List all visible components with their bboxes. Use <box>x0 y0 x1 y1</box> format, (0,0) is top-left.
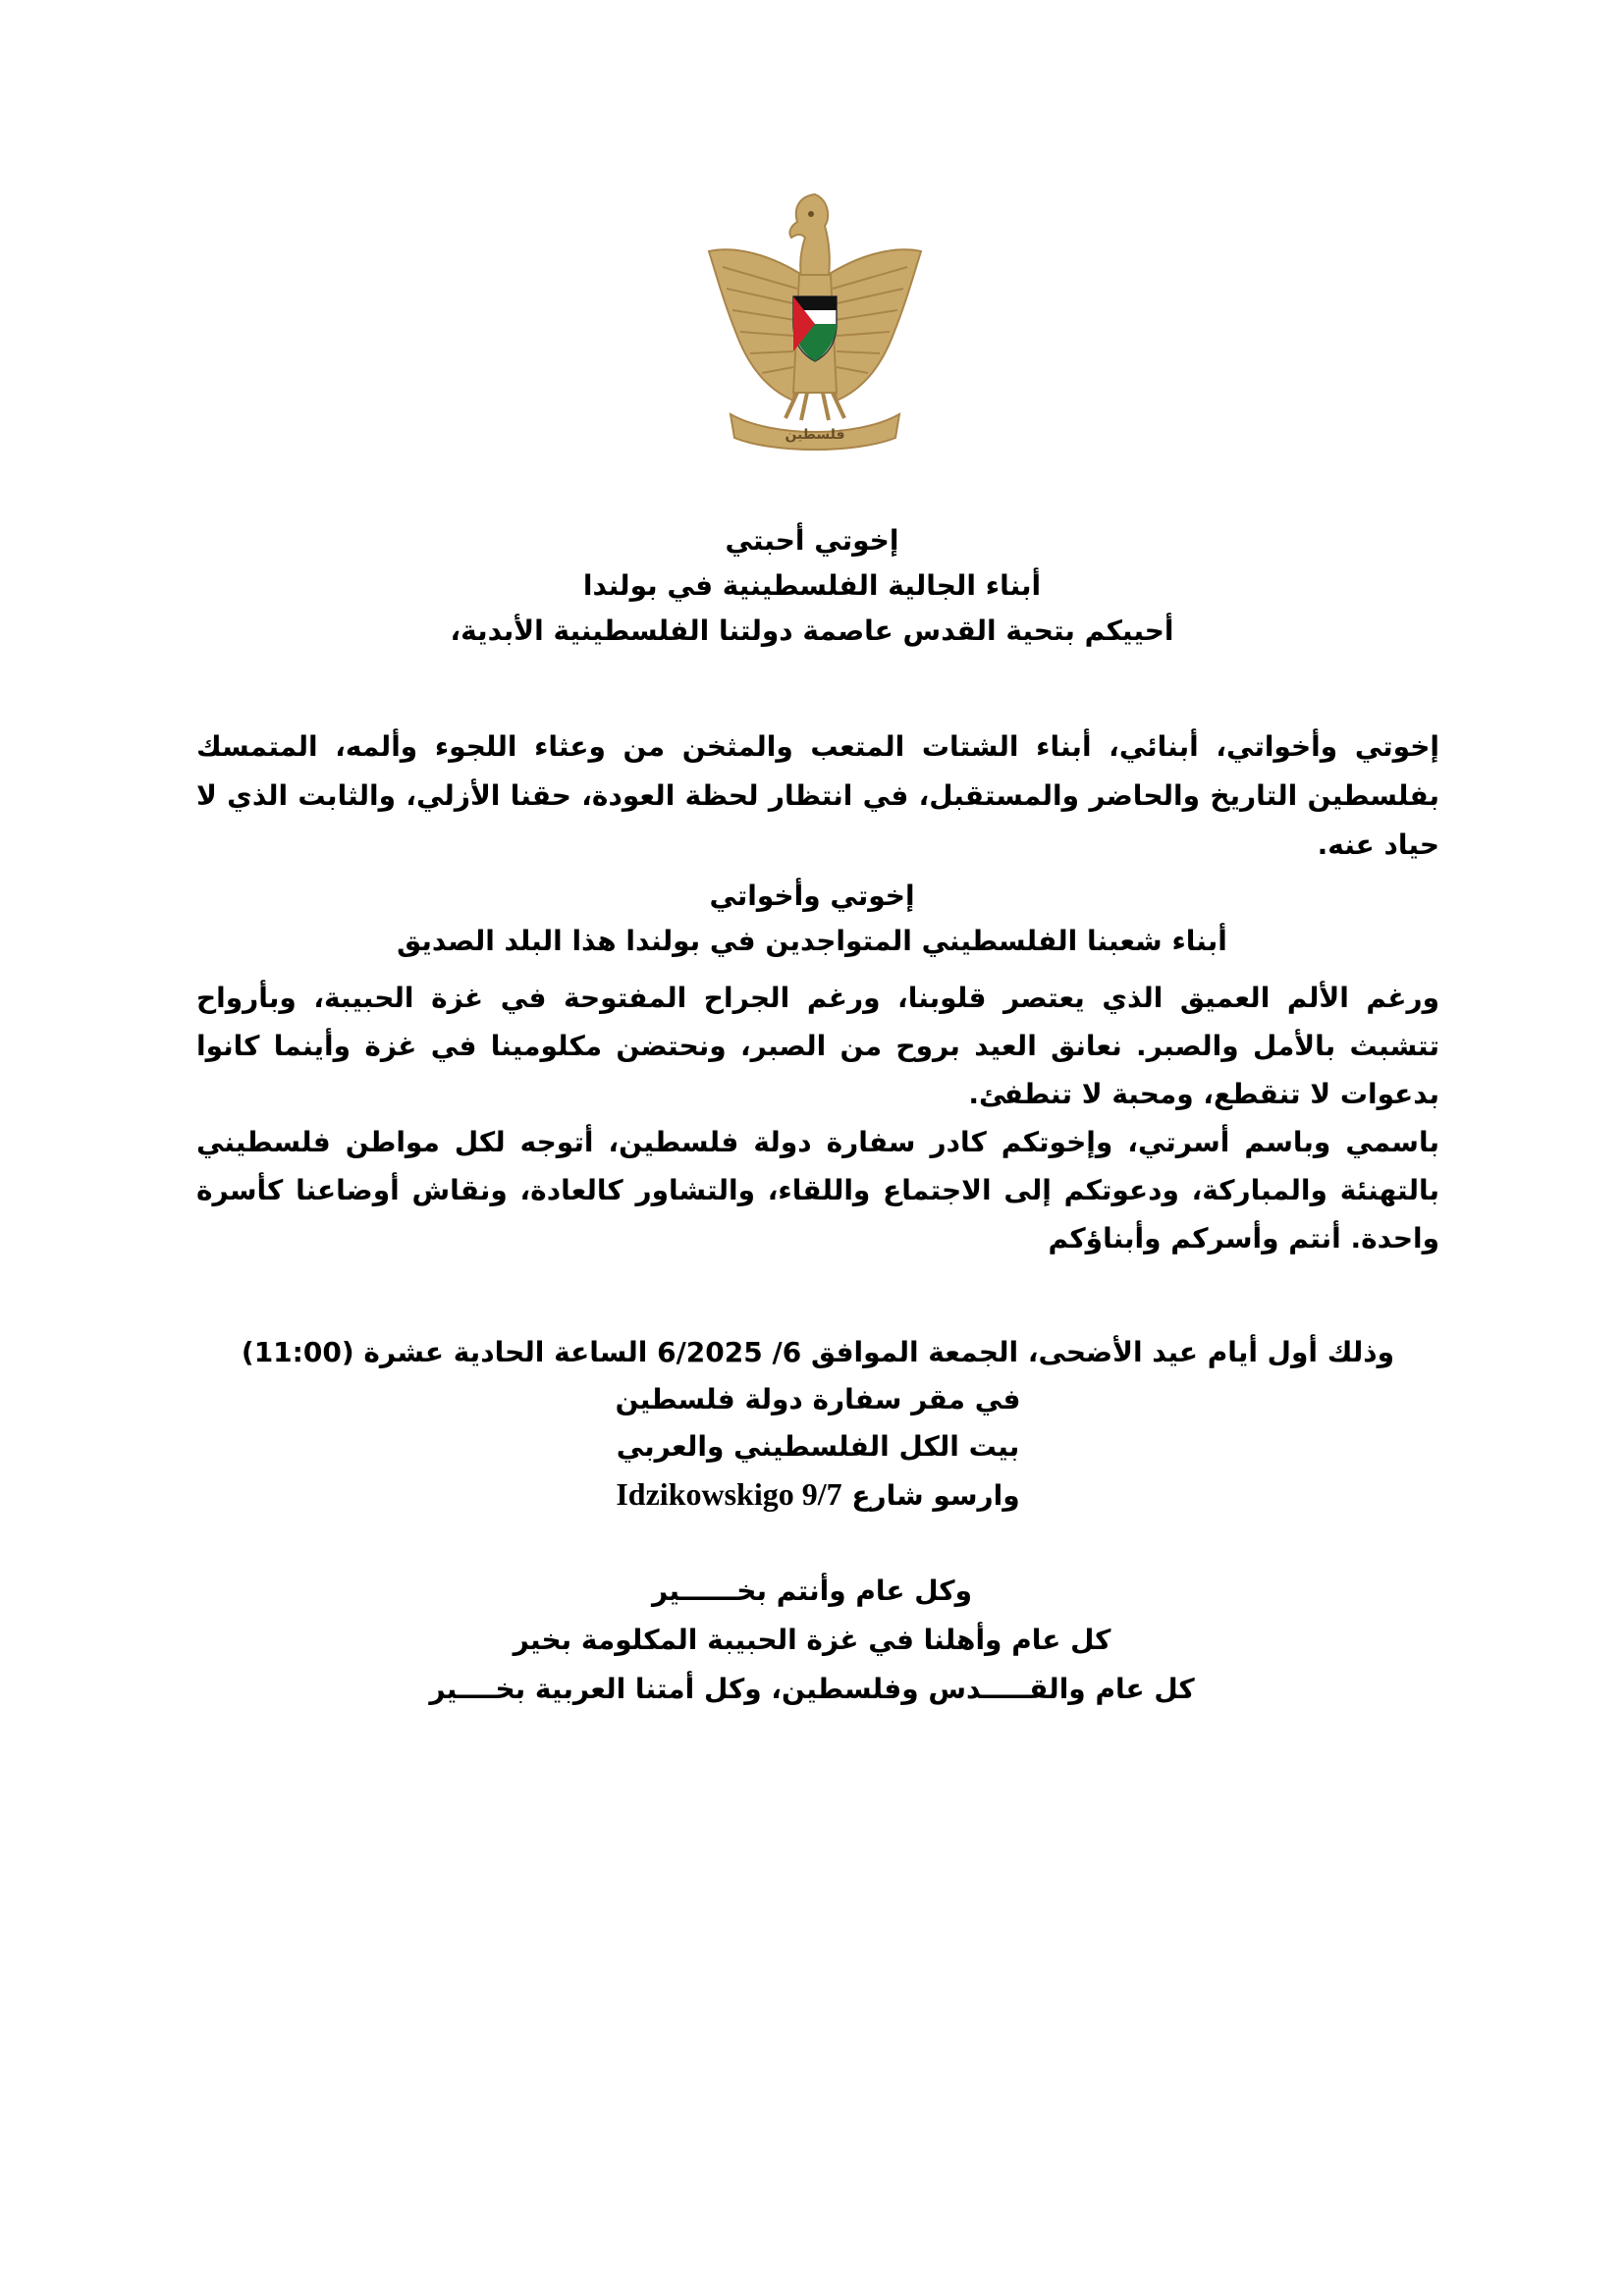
palestine-emblem-eagle-icon <box>703 187 927 454</box>
event-date-line: وذلك أول أيام عيد الأضحى، الجمعة الموافق 6/ 6/2025 الساعة الحادية عشرة (11:00) <box>241 1336 1395 1368</box>
intro-paragraph: إخوتي وأخواتي، أبنائي، أبناء الشتات المتعب والمثخن من وعثاء اللجوء وألمه، المتمسك بفلسطين التاريخ والحاضر والمستقبل، في انتظار لحظة العودة، حقنا الأزلي، والثابت الذي لا حياد عنه. <box>196 730 1439 861</box>
body-paragraph-1: ورغم الألم العميق الذي يعتصر قلوبنا، ورغم الجراح المفتوحة في غزة الحبيبة، وبأرواح تتشبث بالأمل والصبر. نعانق العيد بروح من الصبر، ونحتضن مكلومينا في غزة وأينما كانوا بدعوات لا تنقطع، ومحبة لا تنطفئ. <box>196 982 1439 1110</box>
closing-line-2: كل عام وأهلنا في غزة الحبيبة المكلومة بخير <box>513 1624 1111 1656</box>
closing-line-3: كل عام والقـــــدس وفلسطين، وكل أمتنا العربية بخــــير <box>429 1673 1195 1705</box>
second-greeting <box>295 874 1329 964</box>
event-address-prefix: وارسو شارع <box>851 1479 1020 1512</box>
body-paragraph-2: باسمي وباسم أسرتي، وإخوتكم كادر سفارة دولة فلسطين، أتوجه لكل مواطن فلسطيني بالتهنئة والمباركة، ودعوتكم إلى الاجتماع واللقاء، والتشاور كالعادة، ونقاش أوضاعنا كأسرة واحدة. أنتم وأسركم وأبناؤكم <box>196 1126 1439 1255</box>
emblem-label: فلسطين <box>785 427 845 443</box>
greeting-line-1: إخوتي أحبتي <box>725 524 899 557</box>
second-greeting-line-1: إخوتي وأخواتي <box>709 880 915 912</box>
event-street-address: Idzikowskigo 9/7 <box>616 1476 842 1512</box>
greeting-line-2: أبناء الجالية الفلسطينية في بولندا <box>582 569 1042 602</box>
greeting-line-3: أحييكم بتحية القدس عاصمة دولتنا الفلسطينية الأبدية، <box>450 614 1174 647</box>
event-address-line <box>196 1470 1439 1520</box>
closing-line-1: وكل عام وأنتم بخــــــير <box>652 1575 972 1607</box>
second-greeting-line-2: أبناء شعبنا الفلسطيني المتواجدين في بولندا هذا البلد الصديق <box>397 925 1227 957</box>
greeting-block <box>295 518 1329 654</box>
event-venue-line: في مقر سفارة دولة فلسطين <box>615 1383 1021 1415</box>
event-details <box>196 1329 1439 1520</box>
body-paragraphs <box>196 974 1439 1262</box>
closing-wishes <box>295 1567 1329 1714</box>
event-venue-subtitle: بيت الكل الفلسطيني والعربي <box>616 1430 1020 1463</box>
